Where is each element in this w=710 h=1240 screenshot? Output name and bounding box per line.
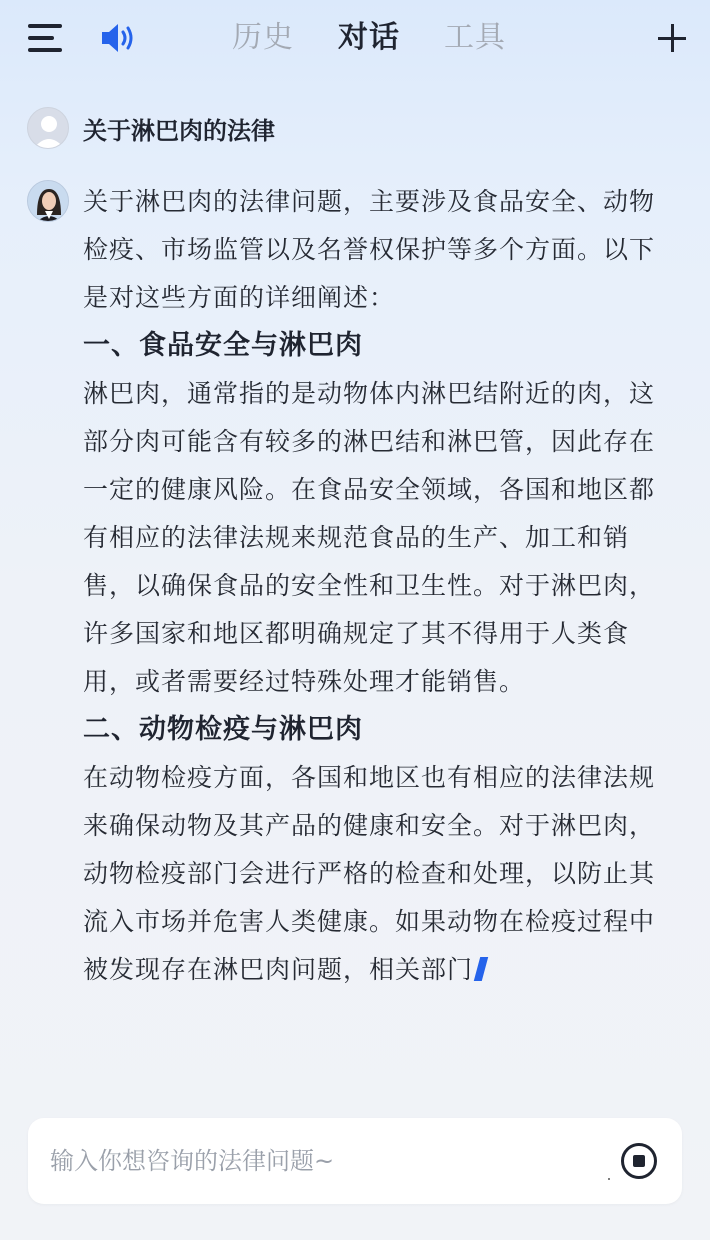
- section-body-food-safety: 淋巴肉，通常指的是动物体内淋巴结附近的肉，这部分肉可能含有较多的淋巴结和淋巴管，因此存在一定的健康风险。在食品安全领域，各国和地区都有相应的法律法规来规范食品的生产、加工和销售，以确保食品的安全性和卫生性。对于淋巴肉，许多国家和地区都明确规定了其不得用于人类食用，或者需要经过特殊处理才能销售。: [83, 379, 656, 696]
- user-message: 关于淋巴肉的法律: [83, 116, 275, 145]
- answer-intro: 关于淋巴肉的法律问题，主要涉及食品安全、动物检疫、市场监管以及名誉权保护等多个方面。以下是对这些方面的详细阐述：: [83, 187, 656, 312]
- speaker-icon[interactable]: [100, 20, 138, 56]
- divider-dot: [608, 1178, 610, 1180]
- stop-icon[interactable]: [620, 1142, 658, 1180]
- section-body-quarantine: [83, 754, 668, 994]
- user-avatar: [27, 107, 69, 149]
- section-title-quarantine: 二、动物检疫与淋巴肉: [83, 714, 363, 745]
- plus-icon[interactable]: [658, 24, 686, 52]
- tab-bar: [210, 16, 528, 60]
- streaming-text: 在动物检疫方面，各国和地区也有相应的法律法规来确保动物及其产品的健康和安全。对于淋巴肉，动物检疫部门会进行严格的检查和处理，以防止其流入市场并危害人类健康。如果动物在检疫过程中被发现存在淋巴肉问题，相关部门: [83, 763, 656, 984]
- assistant-answer: [83, 178, 668, 994]
- tab-chat[interactable]: 对话: [338, 20, 400, 55]
- menu-icon[interactable]: [28, 24, 62, 52]
- tab-tools[interactable]: 工具: [444, 20, 506, 55]
- top-bar: [0, 0, 710, 76]
- user-message-row: [27, 106, 275, 150]
- question-input[interactable]: [50, 1139, 590, 1183]
- typing-cursor: [474, 957, 488, 981]
- section-title-food-safety: 一、食品安全与淋巴肉: [83, 330, 363, 361]
- input-bar: [28, 1118, 682, 1204]
- tab-history[interactable]: 历史: [232, 20, 294, 55]
- assistant-avatar: [27, 180, 69, 222]
